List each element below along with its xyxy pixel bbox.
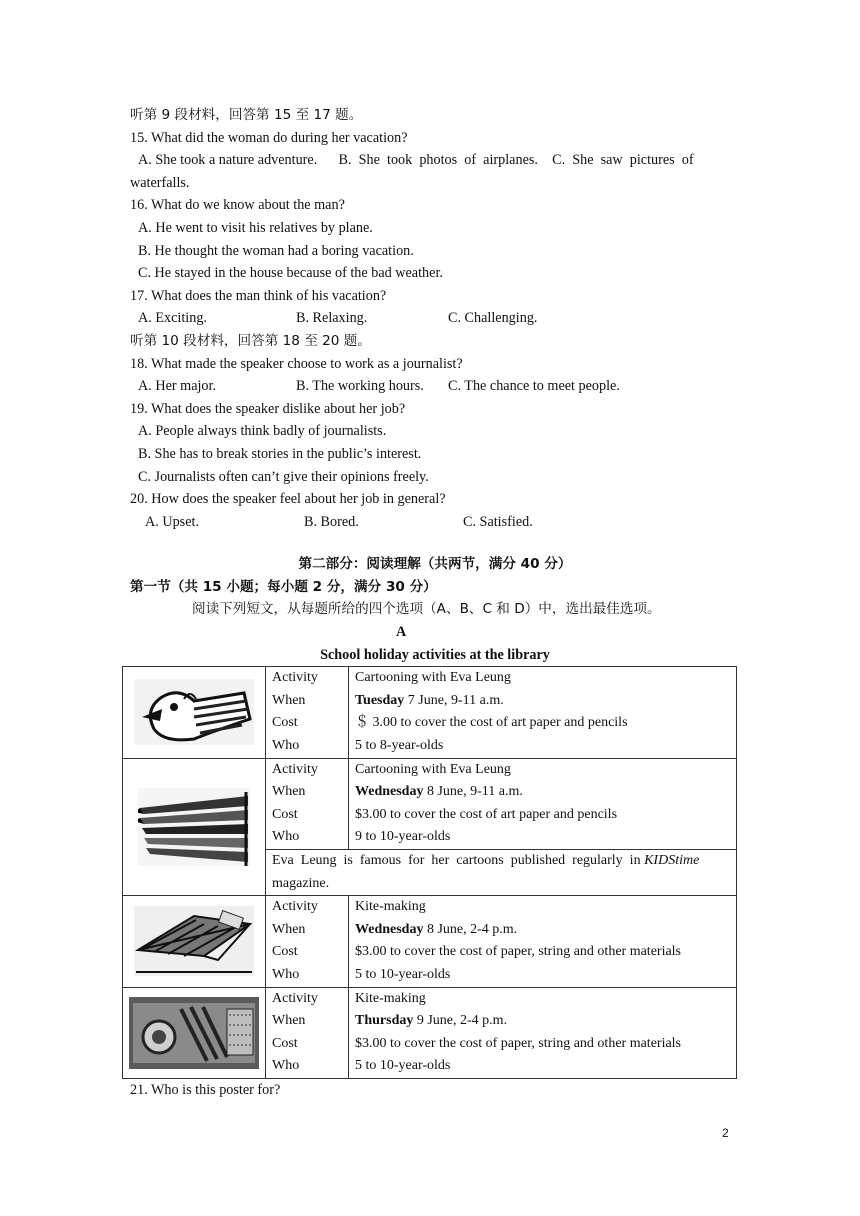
pigeon-drawing-image <box>123 667 266 758</box>
question-16-option-b: B. He thought the woman had a boring vacation. <box>138 242 414 259</box>
table-row <box>123 896 737 987</box>
activities-table <box>122 666 737 1079</box>
section-10-heading: 听第 10 段材料，回答第 18 至 20 题。 <box>130 332 371 349</box>
question-18-option-c: C. The chance to meet people. <box>448 378 620 395</box>
cost-value: ＄ 3.00 to cover the cost of art paper and pencils <box>355 715 628 731</box>
cost-value: $3.00 to cover the cost of paper, string and other materials <box>355 1035 682 1051</box>
who-label: Who <box>272 966 300 982</box>
question-20-option-c: C. Satisfied. <box>463 513 533 530</box>
cost-value: $3.00 to cover the cost of art paper and pencils <box>355 806 618 822</box>
activity-value: Cartooning with Eva Leung <box>355 670 511 686</box>
question-17-options <box>130 307 740 330</box>
part-two-title: 第二部分：阅读理解（共两节，满分 40 分） <box>298 556 572 573</box>
pencils-image <box>123 758 266 896</box>
pencils-icon <box>138 788 250 866</box>
when-value <box>355 781 736 804</box>
question-18-option-a: A. Her major. <box>138 378 217 395</box>
section-9-heading: 听第 9 段材料，回答第 15 至 17 题。 <box>130 107 363 123</box>
cost-label: Cost <box>272 1035 298 1051</box>
when-label: When <box>272 692 306 708</box>
question-20-option-a: A. Upset. <box>145 513 199 530</box>
reading-instructions: 阅读下列短文，从每题所给的四个选项（A、B、C 和 D）中，选出最佳选项。 <box>192 601 661 618</box>
activity-value: Kite-making <box>355 990 426 1006</box>
who-label: Who <box>272 1058 300 1074</box>
when-time: 7 June, 9-11 a.m. <box>404 692 504 708</box>
question-17-option-b: B. Relaxing. <box>296 310 368 327</box>
kite-frame-icon <box>134 906 254 976</box>
question-16-option-a: A. He went to visit his relatives by plane. <box>138 219 373 236</box>
question-20-options <box>130 511 740 534</box>
section-one-title: 第一节（共 15 小题；每小题 2 分，满分 30 分） <box>130 578 437 595</box>
table-row <box>123 758 737 849</box>
question-21: 21. Who is this poster for? <box>130 1081 281 1098</box>
activity-label: Activity <box>272 761 318 777</box>
question-16: 16. What do we know about the man? <box>130 197 345 214</box>
who-label: Who <box>272 738 300 754</box>
pigeon-drawing-icon <box>134 679 254 745</box>
who-value: 5 to 8-year-olds <box>355 738 444 754</box>
note-text: Eva Leung is famous for her cartoons published regularly in <box>272 853 645 868</box>
when-label: When <box>272 921 306 937</box>
cost-label: Cost <box>272 806 298 822</box>
question-15: 15. What did the woman do during her vacation? <box>130 129 408 146</box>
question-17: 17. What does the man think of his vacation? <box>130 287 387 304</box>
question-17-option-a: A. Exciting. <box>138 310 207 327</box>
when-value <box>355 690 736 713</box>
question-18: 18. What made the speaker choose to work as a journalist? <box>130 355 463 372</box>
when-label: When <box>272 784 306 800</box>
question-15-options: A. She took a nature adventure. B. She took photos of airplanes. C. She saw pictures of <box>138 152 694 169</box>
question-19-option-c: C. Journalists often can’t give their opinions freely. <box>138 468 429 485</box>
when-value <box>355 919 736 942</box>
page-number: 2 <box>722 1126 729 1140</box>
when-label: When <box>272 1013 306 1029</box>
poster-title: School holiday activities at the library <box>320 646 550 663</box>
question-19-option-b: B. She has to break stories in the public’s interest. <box>138 445 422 462</box>
when-day: Wednesday <box>355 784 424 800</box>
question-15-options-cont: waterfalls. <box>130 174 190 191</box>
activity-label: Activity <box>272 990 318 1006</box>
question-19-option-a: A. People always think badly of journalists. <box>138 423 387 440</box>
when-value <box>355 1010 736 1033</box>
cost-label: Cost <box>272 944 298 960</box>
who-value: 5 to 10-year-olds <box>355 1058 451 1074</box>
activity-label: Activity <box>272 899 318 915</box>
who-value: 5 to 10-year-olds <box>355 966 451 982</box>
activity-value: Kite-making <box>355 899 426 915</box>
question-20: 20. How does the speaker feel about her job in general? <box>130 491 446 508</box>
when-time: 9 June, 2-4 p.m. <box>413 1013 508 1029</box>
question-16-option-c: C. He stayed in the house because of the bad weather. <box>138 265 443 282</box>
note-text-end: magazine. <box>272 875 330 891</box>
craft-materials-icon <box>129 997 259 1069</box>
question-20-option-b: B. Bored. <box>304 513 359 530</box>
when-day: Tuesday <box>355 692 405 708</box>
activity-label: Activity <box>272 670 318 686</box>
when-day: Thursday <box>355 1013 414 1029</box>
cost-label: Cost <box>272 715 298 731</box>
question-18-options <box>130 375 740 398</box>
when-time: 8 June, 9-11 a.m. <box>423 784 523 800</box>
kite-frame-image <box>123 896 266 987</box>
question-18-option-b: B. The working hours. <box>296 378 424 395</box>
table-row <box>123 667 737 758</box>
when-time: 8 June, 2-4 p.m. <box>423 921 518 937</box>
who-value: 9 to 10-year-olds <box>355 829 451 845</box>
who-label: Who <box>272 829 300 845</box>
question-19: 19. What does the speaker dislike about her job? <box>130 400 406 417</box>
table-row <box>123 987 737 1078</box>
question-17-option-c: C. Challenging. <box>448 310 538 327</box>
cost-value: $3.00 to cover the cost of paper, string and other materials <box>355 944 682 960</box>
activity-value: Cartooning with Eva Leung <box>355 761 511 777</box>
magazine-name: KIDStime <box>644 853 700 868</box>
passage-letter: A <box>396 624 407 641</box>
eva-leung-note <box>266 850 737 896</box>
exam-page <box>130 104 740 1102</box>
when-day: Wednesday <box>355 921 424 937</box>
craft-materials-image <box>123 987 266 1078</box>
